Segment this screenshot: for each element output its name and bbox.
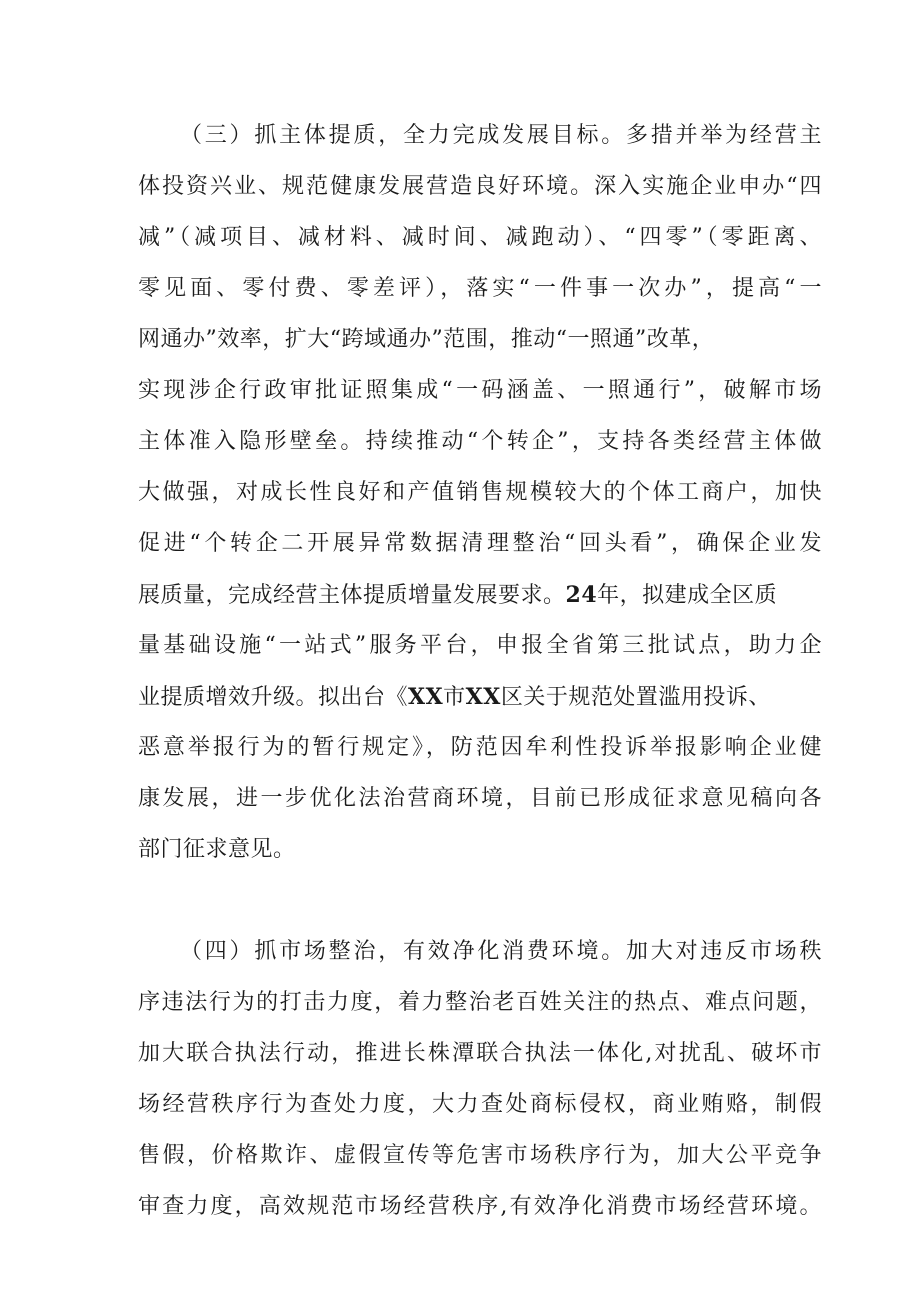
paragraph-3-line-4: 零见面、零付费、零差评），落实“一件事一次办”，提高“一 xyxy=(138,276,822,301)
paragraph-3-line-12 xyxy=(138,682,818,713)
paragraph-4-line-3: 加大联合执法行动，推进长株潭联合执法一体化,对扰乱、破坏市 xyxy=(138,1041,822,1066)
paragraph-3-line-15: 部门征求意见。 xyxy=(138,837,296,862)
paragraph-3-line-3: 减”（减项目、减材料、减时间、减跑动）、“四零”（零距离、 xyxy=(138,225,822,250)
paragraph-4-line-4: 场经营秩序行为查处力度，大力查处商标侵权，商业贿赂，制假 xyxy=(138,1092,822,1117)
paragraph-3-line-8: 大做强，对成长性良好和产值销售规模较大的个体工商户，加快 xyxy=(138,480,822,505)
paragraph-4-line-1: （四）抓市场整治，有效净化消费环境。加大对违反市场秩 xyxy=(180,939,822,964)
paragraph-3-line-1: （三）抓主体提质，全力完成发展目标。多措并举为经营主 xyxy=(180,123,822,148)
bold-year: 24 xyxy=(565,582,598,608)
paragraph-3-line-13: 恶意举报行为的暂行规定》，防范因牟利性投诉举报影响企业健 xyxy=(138,735,822,760)
paragraph-3-line-12-text: 业提质增效升级。拟出台《 xyxy=(138,685,409,710)
bold-city: XX xyxy=(408,684,444,710)
paragraph-3-line-12-tail: 区关于规范处置滥用投诉、 xyxy=(500,685,771,710)
paragraph-3-line-10-tail: 年，拟建成全区质 xyxy=(597,583,778,608)
paragraph-3-line-11: 量基础设施“一站式”服务平台，申报全省第三批试点，助力企 xyxy=(138,633,822,658)
paragraph-3-line-14: 康发展，进一步优化法治营商环境，目前已形成征求意见稿向各 xyxy=(138,786,822,811)
paragraph-3-line-5: 网通办”效率，扩大“跨域通办”范围，推动“一照通”改革， xyxy=(138,327,715,352)
paragraph-3-line-7: 主体准入隐形壁垒。持续推动“个转企”，支持各类经营主体做 xyxy=(138,429,822,454)
paragraph-3-line-6: 实现涉企行政审批证照集成“一码涵盖、一照通行”，破解市场 xyxy=(138,378,822,403)
paragraph-3-line-12-mid: 市 xyxy=(443,685,466,710)
paragraph-3-line-2: 体投资兴业、规范健康发展营造良好环境。深入实施企业申办“四 xyxy=(138,174,822,199)
paragraph-4-line-5: 售假，价格欺诈、虚假宣传等危害市场秩序行为，加大公平竞争 xyxy=(138,1143,822,1168)
bold-district: XX xyxy=(465,684,501,710)
paragraph-4-line-2: 序违法行为的打击力度，着力整治老百姓关注的热点、难点问题， xyxy=(138,990,822,1015)
paragraph-3-line-10 xyxy=(138,580,818,611)
paragraph-3-line-10-text: 展质量，完成经营主体提质增量发展要求。 xyxy=(138,583,566,608)
paragraph-4-line-6: 审查力度，高效规范市场经营秩序,有效净化消费市场经营环境。 xyxy=(138,1194,822,1219)
paragraph-3-line-9: 促进“个转企二开展异常数据清理整治“回头看”，确保企业发 xyxy=(138,531,822,556)
